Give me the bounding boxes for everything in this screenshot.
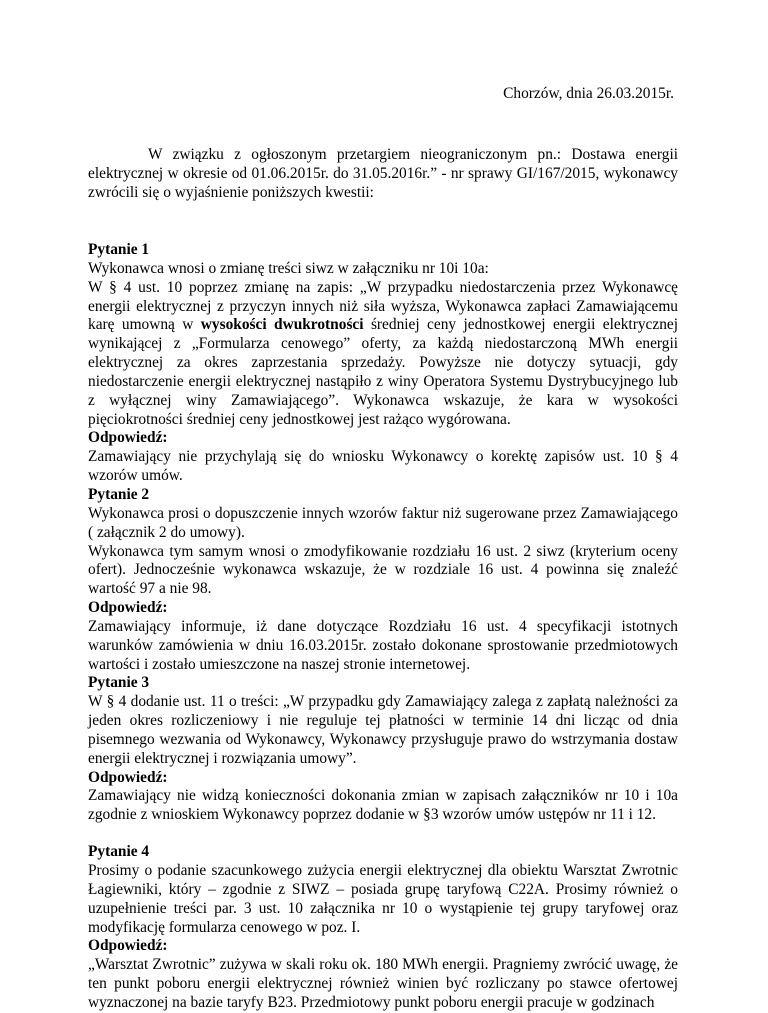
intro-text: W związku z ogłoszonym przetargiem nieograniczonym pn.: Dostawa energii elektrycznej w okresie od 01.06.2015r. do 31.05.2016r.” - nr sprawy GI/167/2015, wykonawcy zwrócili się o wyjaśnienie poniższych kwestii:: [88, 146, 678, 201]
question-1-body: [88, 279, 678, 430]
question-3-title: Pytanie 3: [88, 674, 150, 692]
answer-3-text: Zamawiający nie widzą konieczności dokonania zmian w zapisach załączników nr 10 i 10a zgodnie z wnioskiem Wykonawcy poprzez dodanie w §3 wzorów umów ustępów nr 11 i 12.: [88, 787, 678, 824]
question-4-paragraph-1: Prosimy o podanie szacunkowego zużycia energii elektrycznej dla obiektu Warsztat Zwrotnic Łagiewniki, który – zgodnie z SIWZ – posiada grupę taryfową C22A. Prosimy również o uzupełnienie treści par. 3 ust. 10 załącznika nr 10 o wystąpienie tej grupy taryfowej oraz modyfikację formularza cenowego w poz. I.: [88, 862, 678, 936]
question-2-title: Pytanie 2: [88, 485, 150, 503]
answer-4-text: „Warsztat Zwrotnic” zużywa w skali roku ok. 180 MWh energii. Pragniemy zwrócić uwagę, że ten punkt poboru energii elektrycznej również winien być rozliczany po stawce ofertowej wyznaczonej na bazie taryfy B23. Przedmiotowy punkt poboru energii pracuje w godzinach: [88, 956, 678, 1011]
section-spacer: [88, 825, 678, 843]
question-2-paragraph-1: Wykonawca prosi o dopuszczenie innych wzorów faktur niż sugerowane przez Zamawiającego ( załącznik 2 do umowy).: [88, 504, 678, 541]
questions-section: [88, 241, 678, 1013]
question-1-body-post: średniej ceny jednostkowej energii elektrycznej wynikającej z „Formularza cenowego” oferty, za każdą niedostarczoną MWh energii elektrycznej za okres zaprzestania sprzedaży. Powyższe nie dotyczy sytuacji, gdy niedostarczenie energii elektrycznej nastąpiło z winy Operatora Systemu Dystrybucyjnego lub z wyłącznej winy Zamawiającego”. Wykonawca wskazuje, że kara w wysokości pięciokrotności średniej ceny jednostkowej jest rażąco wygórowana.: [88, 316, 678, 428]
question-1-body-bold: wysokości dwukrotności: [200, 316, 364, 334]
answer-2-text: Zamawiający informuje, iż dane dotyczące Rozdziału 16 ust. 4 specyfikacji istotnych warunków zamówienia w dniu 16.03.2015r. zostało dokonane sprostowanie przedmiotowych wartości i zostało umieszczone na naszej stronie internetowej.: [88, 617, 678, 673]
question-4-title: Pytanie 4: [88, 843, 150, 861]
question-1-intro: Wykonawca wnosi o zmianę treści siwz w załączniku nr 10i 10a:: [88, 259, 489, 277]
answer-2-label: Odpowiedź:: [88, 599, 168, 617]
question-1-body-pre: W § 4 ust. 10 poprzez zmianę na zapis: „W przypadku niedostarczenia przez Wykonawcę energii elektrycznej z przyczyn innych niż siła wyższa, Wykonawca zapłaci Zamawiającemu karę umowną w: [88, 278, 678, 334]
question-1-title: Pytanie 1: [88, 241, 150, 258]
question-2-paragraph-2: Wykonawca tym samym wnosi o zmodyfikowanie rozdziału 16 ust. 2 siwz (kryterium oceny ofert). Jednocześnie wykonawca wskazuje, że w rozdziale 16 ust. 4 powinna się znaleźć wartość 97 a nie 98.: [88, 542, 678, 598]
answer-4-label: Odpowiedź:: [88, 937, 168, 955]
document-date: Chorzów, dnia 26.03.2015r.: [503, 85, 674, 102]
answer-1-text: Zamawiający nie przychylają się do wniosku Wykonawcy o korektę zapisów ust. 10 § 4 wzorów umów.: [88, 448, 678, 485]
intro-paragraph: [88, 146, 678, 203]
answer-1-label: Odpowiedź:: [88, 429, 168, 447]
question-3-paragraph-1: W § 4 dodanie ust. 11 o treści: „W przypadku gdy Zamawiający zalega z zapłatą należności za jeden okres rozliczeniowy i nie reguluje tej płatności w terminie 14 dni licząc od dnia pisemnego wezwania od Wykonawcy, Wykonawcy przysługuje prawo do wstrzymania dostaw energii elektrycznej i rozwiązania umowy”.: [88, 693, 678, 767]
answer-3-label: Odpowiedź:: [88, 768, 168, 786]
